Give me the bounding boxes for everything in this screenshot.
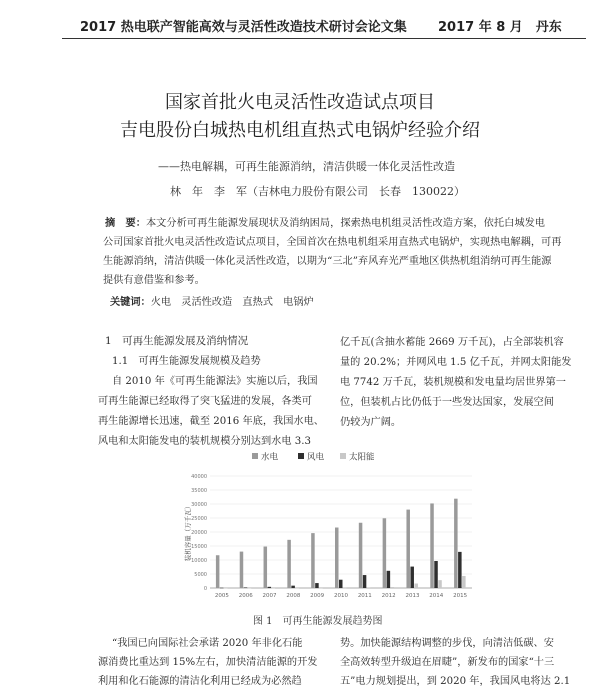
bar-水电-2008 bbox=[287, 540, 291, 588]
bar-太阳能-2008 bbox=[295, 588, 299, 589]
x-tick-label: 2013 bbox=[405, 593, 420, 599]
header-rule bbox=[62, 38, 586, 39]
bar-风电-2012 bbox=[387, 571, 391, 588]
x-tick-label: 2014 bbox=[429, 593, 444, 599]
x-tick-label: 2007 bbox=[262, 593, 277, 599]
bar-风电-2006 bbox=[244, 587, 248, 588]
body-line: 五”电力规划提出，到 2020 年，我国风电将达 2.1 bbox=[340, 676, 571, 687]
bar-风电-2008 bbox=[291, 586, 295, 588]
bar-风电-2014 bbox=[434, 561, 438, 588]
body-line: 风电和太阳能发电的装机规模分别达到水电 3.3 bbox=[98, 436, 312, 447]
bar-水电-2007 bbox=[264, 547, 268, 588]
body-line: 量的 20.2%；并网风电 1.5 亿千瓦，并网太阳能发 bbox=[340, 357, 572, 368]
y-tick-label: 20000 bbox=[191, 530, 207, 536]
body-line: 利用和化石能源的清洁化利用已经成为必然趋 bbox=[98, 676, 302, 687]
abstract-label: 摘 要： bbox=[105, 217, 146, 229]
bar-风电-2013 bbox=[410, 567, 414, 588]
paper-title-line2: 吉电股份白城热电机组直热式电锅炉经验介绍 bbox=[120, 120, 480, 141]
bar-太阳能-2010 bbox=[343, 588, 347, 589]
body-line: 势。加快能源结构调整的步伐，向清洁低碳、安 bbox=[340, 638, 554, 649]
bar-水电-2014 bbox=[430, 503, 434, 588]
keywords-label: 关键词： bbox=[110, 296, 151, 308]
legend-swatch-1 bbox=[298, 453, 304, 459]
bar-太阳能-2006 bbox=[248, 588, 252, 589]
keywords-text: 火电 灵活性改造 直热式 电锅炉 bbox=[150, 297, 314, 308]
x-tick-label: 2010 bbox=[334, 593, 348, 599]
bar-风电-2009 bbox=[315, 583, 319, 588]
x-tick-label: 2008 bbox=[286, 593, 301, 599]
bar-风电-2015 bbox=[458, 552, 462, 588]
bar-水电-2005 bbox=[216, 555, 220, 588]
section-heading-1: 1 可再生能源发展及消纳情况 bbox=[105, 335, 249, 347]
renewable-capacity-chart bbox=[180, 450, 480, 610]
x-tick-label: 2006 bbox=[238, 593, 253, 599]
bar-太阳能-2009 bbox=[319, 588, 323, 589]
abstract-line: 公司国家首批火电灵活性改造试点项目，全国首次在热电机组采用直热式电锅炉，实现热电解耦，可再 bbox=[103, 237, 562, 248]
y-tick-label: 35000 bbox=[191, 488, 207, 494]
paper-subtitle: ——热电解耦，可再生能源消纳，清洁供暖一体化灵活性改造 bbox=[158, 160, 455, 173]
bar-风电-2007 bbox=[268, 587, 272, 588]
bar-水电-2012 bbox=[383, 518, 387, 588]
legend-label: 风电 bbox=[307, 452, 325, 463]
body-line: 位，但装机占比仍低于一些发达国家，发展空间 bbox=[340, 397, 554, 408]
header-proceedings-title: 2017 热电联产智能高效与灵活性改造技术研讨会论文集 bbox=[80, 20, 407, 35]
bar-太阳能-2015 bbox=[462, 576, 466, 588]
y-tick-label: 15000 bbox=[191, 544, 207, 550]
figure-caption: 图 1 可再生能源发展趋势图 bbox=[253, 616, 383, 627]
abstract-line: 生能源消纳，清洁供暖一体化灵活性改造，以期为“三北”弃风弃光严重地区供热机组消纳可再生能源 bbox=[103, 256, 552, 267]
y-tick-label: 40000 bbox=[191, 474, 207, 480]
bar-水电-2013 bbox=[406, 510, 410, 588]
abstract-line: 本文分析可再生能源发展现状及消纳困局，探索热电机组灵活性改造方案，依托白城发电 bbox=[145, 218, 545, 229]
y-tick-label: 25000 bbox=[191, 516, 207, 522]
body-line: 电 7742 万千瓦，装机规模和发电量均居世界第一 bbox=[340, 377, 566, 388]
header-date-location: 2017 年 8 月 丹东 bbox=[438, 20, 562, 35]
legend-swatch-0 bbox=[252, 453, 258, 459]
bar-太阳能-2007 bbox=[272, 588, 276, 589]
bar-水电-2010 bbox=[335, 528, 339, 588]
bar-水电-2009 bbox=[311, 533, 315, 588]
bar-太阳能-2013 bbox=[414, 584, 418, 588]
bar-水电-2011 bbox=[359, 523, 363, 588]
x-tick-label: 2009 bbox=[310, 593, 325, 599]
bar-太阳能-2014 bbox=[438, 580, 442, 588]
bar-风电-2005 bbox=[220, 588, 224, 589]
legend-swatch-2 bbox=[340, 453, 346, 459]
legend-label: 水电 bbox=[261, 452, 279, 463]
y-tick-label: 10000 bbox=[191, 558, 207, 564]
bar-太阳能-2005 bbox=[224, 588, 228, 589]
keywords bbox=[110, 293, 314, 312]
bar-水电-2015 bbox=[454, 499, 458, 588]
body-line: 源消费比重达到 15%左右，加快清洁能源的开发 bbox=[98, 657, 318, 668]
bar-太阳能-2011 bbox=[367, 587, 371, 588]
x-tick-label: 2012 bbox=[381, 593, 396, 599]
running-header bbox=[0, 0, 600, 42]
abstract-line: 提供有意借鉴和参考。 bbox=[103, 275, 205, 286]
x-tick-label: 2015 bbox=[453, 593, 468, 599]
body-line: 再生能源增长迅速，截至 2016 年底，我国水电、 bbox=[98, 416, 324, 427]
body-line: 自 2010 年《可再生能源法》实施以后，我国 bbox=[112, 376, 318, 387]
body-line: 全高效转型升级迫在眉睫”，新发布的国家“十三 bbox=[340, 657, 555, 668]
legend-label: 太阳能 bbox=[349, 452, 375, 463]
section-heading-1-1: 1.1 可再生能源发展规模及趋势 bbox=[112, 356, 261, 367]
bar-风电-2011 bbox=[363, 575, 367, 588]
paper-title-line1: 国家首批火电灵活性改造试点项目 bbox=[165, 92, 435, 113]
y-tick-label: 5000 bbox=[194, 572, 207, 578]
bar-太阳能-2012 bbox=[391, 587, 395, 588]
abstract bbox=[103, 214, 562, 290]
y-axis-label: 装机容量（万千瓦） bbox=[184, 502, 192, 562]
bar-风电-2010 bbox=[339, 580, 343, 588]
author-line: 林 年 李 军（吉林电力股份有限公司 长春 130022） bbox=[170, 185, 465, 198]
y-tick-label: 0 bbox=[203, 586, 207, 592]
body-line: “我国已向国际社会承诺 2020 年非化石能 bbox=[112, 638, 303, 649]
y-tick-label: 30000 bbox=[191, 502, 207, 508]
body-line: 亿千瓦(含抽水蓄能 2669 万千瓦)，占全部装机容 bbox=[340, 337, 564, 348]
body-line: 可再生能源已经取得了突飞猛进的发展，各类可 bbox=[98, 396, 312, 407]
bar-水电-2006 bbox=[240, 552, 244, 588]
body-line: 仍较为广阔。 bbox=[340, 417, 402, 428]
x-tick-label: 2011 bbox=[357, 593, 372, 599]
x-tick-label: 2005 bbox=[214, 593, 229, 599]
